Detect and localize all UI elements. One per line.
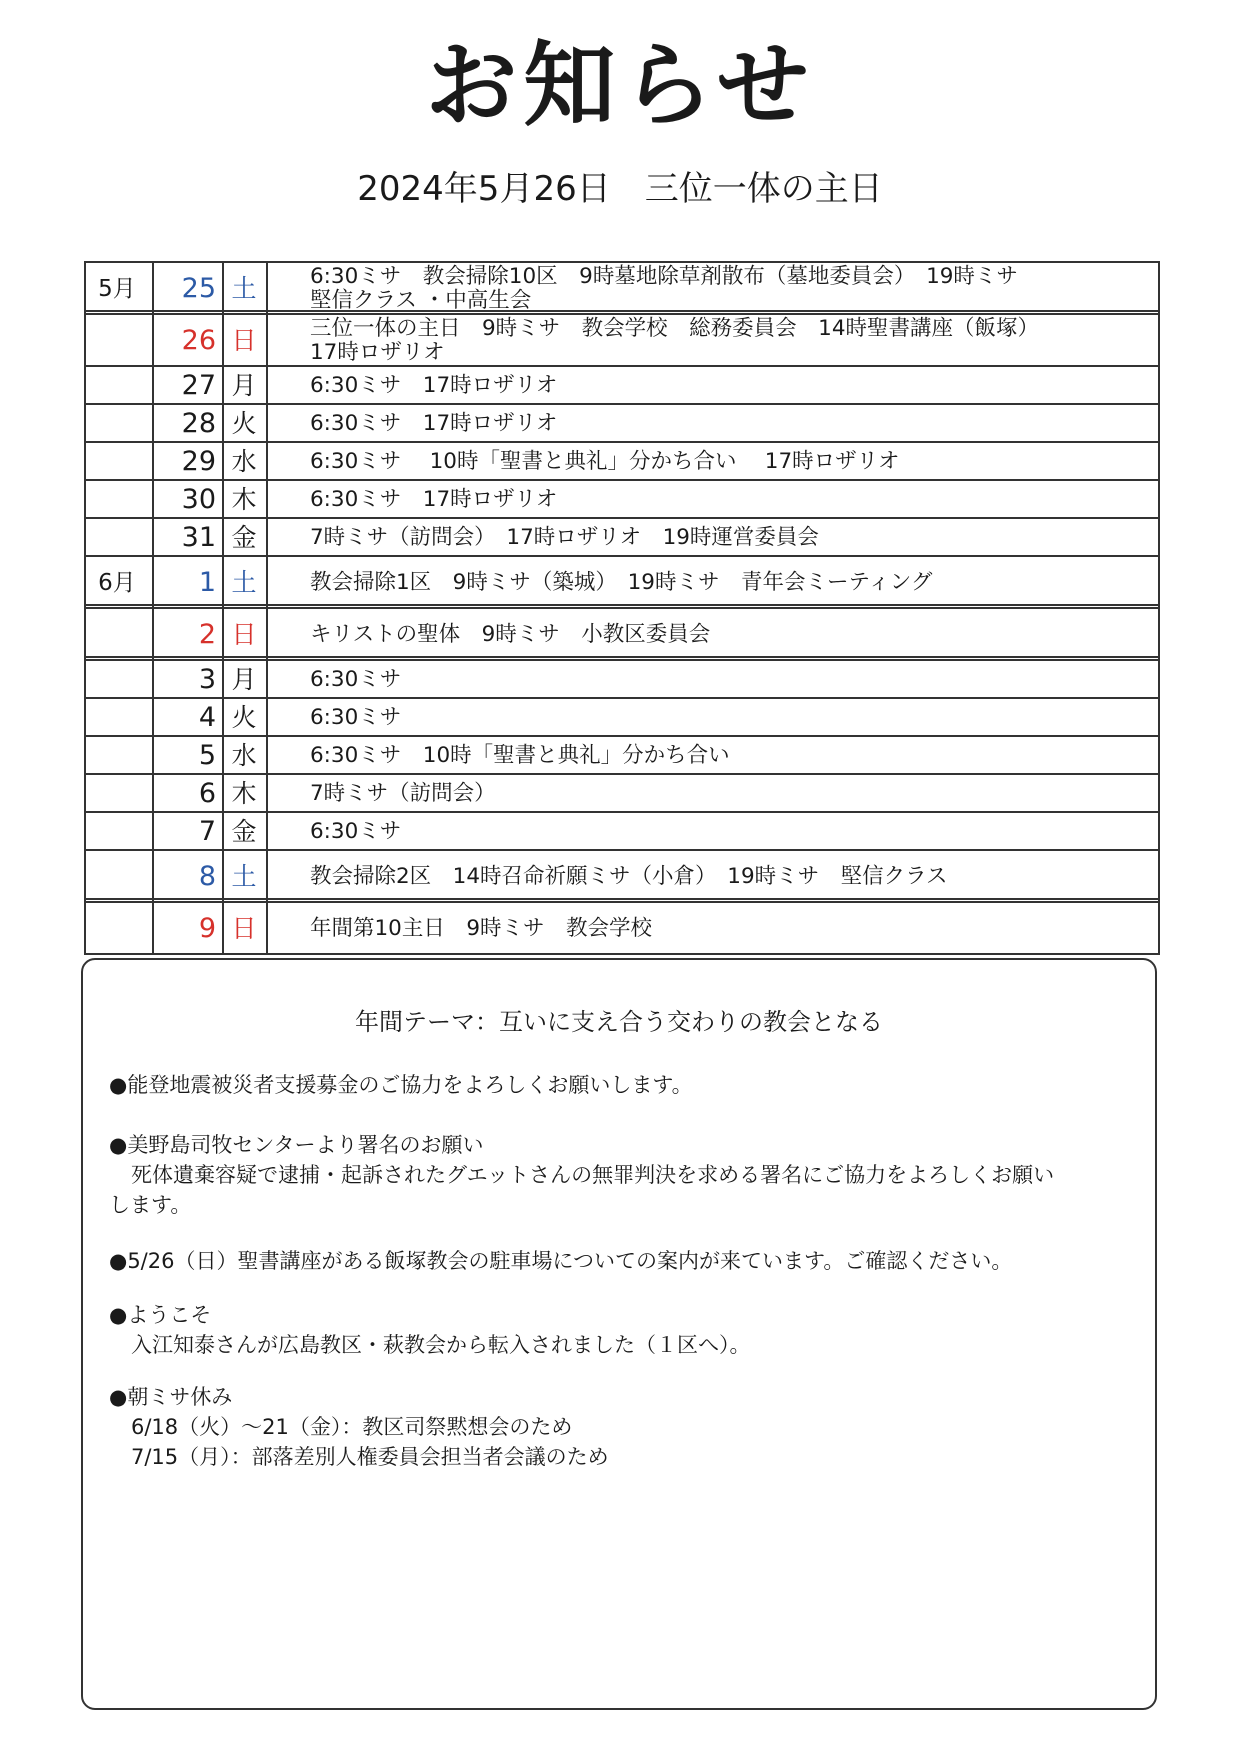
column-divider xyxy=(266,263,268,955)
weekday-label: 土 xyxy=(231,274,257,303)
schedule-row xyxy=(84,443,1160,481)
weekday-label: 土 xyxy=(231,568,257,597)
event-text: 年間第10主日 9時ミサ 教会学校 xyxy=(310,916,653,941)
notice-box xyxy=(81,958,1157,1710)
day-number: 26 xyxy=(181,325,216,356)
month-label: 6月 xyxy=(98,570,136,596)
schedule-row xyxy=(84,903,1160,955)
schedule-table xyxy=(84,263,1160,955)
month-label: 5月 xyxy=(98,276,136,302)
weekday-label: 金 xyxy=(231,523,257,552)
notice-welcome-heading: ●ようこそ xyxy=(109,1303,212,1327)
day-number: 3 xyxy=(198,664,216,695)
schedule-row xyxy=(84,557,1160,609)
event-text: 教会掃除1区 9時ミサ（築城） 19時ミサ 青年会ミーティング xyxy=(310,570,933,595)
schedule-row xyxy=(84,263,1160,315)
day-number: 28 xyxy=(181,408,216,439)
event-text: 6:30ミサ 17時ロザリオ xyxy=(310,373,558,398)
schedule-row xyxy=(84,851,1160,903)
weekday-label: 月 xyxy=(231,665,257,694)
column-divider xyxy=(222,263,224,955)
weekday-label: 土 xyxy=(231,862,257,891)
notice-petition-heading: ●美野島司牧センターより署名のお願い xyxy=(109,1133,484,1157)
event-text: 教会掃除2区 14時召命祈願ミサ（小倉） 19時ミサ 堅信クラス xyxy=(310,864,948,889)
event-text: 6:30ミサ xyxy=(310,819,402,844)
notice-morning-mass-2: 7/15（月）：部落差別人権委員会担当者会議のため xyxy=(131,1445,609,1469)
weekday-label: 木 xyxy=(231,779,257,808)
day-number: 6 xyxy=(198,778,216,809)
schedule-row xyxy=(84,813,1160,851)
schedule-row xyxy=(84,661,1160,699)
event-text: 6:30ミサ 教会掃除10区 9時墓地除草剤散布（墓地委員会） 19時ミサ xyxy=(310,264,1018,289)
notice-morning-mass-1: 6/18（火）～21（金）：教区司祭黙想会のため xyxy=(131,1415,573,1439)
event-text: 6:30ミサ 10時「聖書と典礼」分かち合い 17時ロザリオ xyxy=(310,449,900,474)
schedule-row xyxy=(84,519,1160,557)
notice-donation: ●能登地震被災者支援募金のご協力をよろしくお願いします。 xyxy=(109,1073,693,1097)
event-text: 堅信クラス ・中高生会 xyxy=(310,288,532,313)
schedule-row xyxy=(84,699,1160,737)
column-divider xyxy=(1158,263,1160,955)
schedule-row xyxy=(84,315,1160,367)
day-number: 29 xyxy=(181,446,216,477)
notice-welcome-text: 入江知泰さんが広島教区・萩教会から転入されました（１区へ）。 xyxy=(131,1333,751,1357)
notice-petition-text-cont: します。 xyxy=(109,1193,192,1217)
event-text: 6:30ミサ xyxy=(310,667,402,692)
weekday-label: 水 xyxy=(231,447,257,476)
weekday-label: 日 xyxy=(231,914,257,943)
schedule-row xyxy=(84,609,1160,661)
event-text: 6:30ミサ 10時「聖書と典礼」分かち合い xyxy=(310,743,730,768)
day-number: 1 xyxy=(198,567,216,598)
notice-morning-mass-heading: ●朝ミサ休み xyxy=(109,1385,233,1409)
day-number: 5 xyxy=(198,740,216,771)
day-number: 8 xyxy=(198,861,216,892)
schedule-row xyxy=(84,481,1160,519)
weekday-label: 日 xyxy=(231,326,257,355)
schedule-row xyxy=(84,405,1160,443)
weekday-label: 金 xyxy=(231,817,257,846)
event-text: キリストの聖体 9時ミサ 小教区委員会 xyxy=(310,622,711,647)
day-number: 4 xyxy=(198,702,216,733)
schedule-row xyxy=(84,775,1160,813)
weekday-label: 日 xyxy=(231,620,257,649)
event-text: 17時ロザリオ xyxy=(310,340,445,365)
event-text: 7時ミサ（訪問会） xyxy=(310,781,496,806)
weekday-label: 月 xyxy=(231,371,257,400)
notice-petition-text: 死体遺棄容疑で逮捕・起訴されたグエットさんの無罪判決を求める署名にご協力をよろしくお願い xyxy=(131,1163,1055,1187)
weekday-label: 火 xyxy=(231,409,257,438)
day-number: 27 xyxy=(181,370,216,401)
event-text: 6:30ミサ 17時ロザリオ xyxy=(310,411,558,436)
day-number: 2 xyxy=(198,619,216,650)
day-number: 30 xyxy=(181,484,216,515)
weekday-label: 木 xyxy=(231,485,257,514)
weekday-label: 水 xyxy=(231,741,257,770)
date-subtitle: 2024年5月26日 三位一体の主日 xyxy=(357,169,883,209)
notice-parking: ●5/26（日）聖書講座がある飯塚教会の駐車場についての案内が来ています。ご確認ください。 xyxy=(109,1249,1013,1273)
schedule-row xyxy=(84,737,1160,775)
column-divider xyxy=(84,263,86,955)
event-text: 三位一体の主日 9時ミサ 教会学校 総務委員会 14時聖書講座（飯塚） xyxy=(310,316,1040,341)
table-top-border xyxy=(84,261,1160,263)
day-number: 9 xyxy=(198,913,216,944)
day-number: 31 xyxy=(181,522,216,553)
schedule-row xyxy=(84,367,1160,405)
page-title: お知らせ xyxy=(425,32,815,139)
event-text: 6:30ミサ 17時ロザリオ xyxy=(310,487,558,512)
event-text: 6:30ミサ xyxy=(310,705,402,730)
event-text: 7時ミサ（訪問会） 17時ロザリオ 19時運営委員会 xyxy=(310,525,819,550)
column-divider xyxy=(152,263,154,955)
weekday-label: 火 xyxy=(231,703,257,732)
annual-theme: 年間テーマ：互いに支え合う交わりの教会となる xyxy=(355,1008,883,1036)
day-number: 25 xyxy=(181,273,216,304)
day-number: 7 xyxy=(198,816,216,847)
